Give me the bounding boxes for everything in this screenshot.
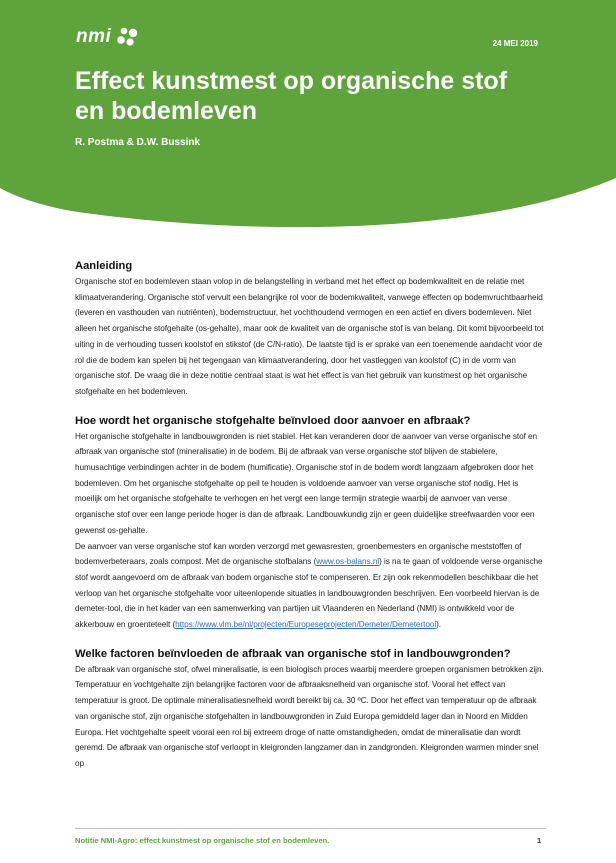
footer-divider xyxy=(75,828,546,829)
document-date: 24 MEI 2019 xyxy=(492,39,538,48)
paragraph-text: ). xyxy=(436,620,442,630)
paragraph-text: ) is na te gaan of voldoende verse organische stof wordt aangevoerd om de afbraak van bodem organische stof te compenseren. Er zijn ook rekenmodellen beschikbaar die het verloop van het organische stofgehalte voor uiteenlopende situaties in landbouwgronden beschrijven. Een voorbeeld hiervan is de demeter-tool, die in het kader van een samenwerking van partijen uit Vlaanderen en Nederland (NMI) is ontwikkeld voor de akkerbouw en groenteteelt ( xyxy=(75,557,543,630)
document-body xyxy=(75,258,545,772)
section-heading-aanvoer-afbraak: Hoe wordt het organische stofgehalte beïnvloed door aanvoer en afbraak? xyxy=(75,414,471,427)
nmi-logo xyxy=(76,26,140,48)
paragraph-text: De aanvoer van verse organische stof kan worden verzorgd met gewasresten, groenbemesters en organische meststoffen of bodemverbeteraars, zoals compost. Met de organische stofbalans ( xyxy=(75,541,522,567)
logo-dots-icon xyxy=(116,27,140,47)
demeter-tool-link[interactable]: https://www.vlm.be/nl/projecten/Europeseprojecten/Demeter/Demetertool xyxy=(175,620,437,630)
logo-text: nmi xyxy=(76,26,112,47)
section-heading-aanleiding: Aanleiding xyxy=(75,260,133,272)
paragraph-aanleiding: Organische stof en bodemleven staan volop in de belangstelling in verband met het effect op bodemkwaliteit en de relatie met klimaatverandering. Organische stof vervult een belangrijke rol voor de bodemkwaliteit, vanwege effecten op bodemvruchtbaarheid (leveren en vasthouden van nutriënten), bodemstructuur, het vochthoudend vermogen en een actief en divers bodemleven. Niet alleen het organische stofgehalte (os-gehalte), maar ook de kwaliteit van de organische stof is van belang. Dit komt bijvoorbeeld tot uiting in de verhouding tussen koolstof en stikstof (de C/N-ratio). De laatste tijd is er sprake van een toenemende aandacht voor de rol die de bodem kan spelen bij het tegengaan van klimaatverandering, door het vastleggen van koolstof (C) in de vorm van organische stof. De vraag die in deze notitie centraal staat is wat het effect is van het gebruik van kunstmest op het organische stofgehalte en het bodemleven. xyxy=(75,277,544,396)
paragraph-afbraak: De afbraak van organische stof, ofwel mineralisatie, is een biologisch proces waarbij meerdere groepen organismen betrokken zijn. Temperatuur en vochtgehalte zijn belangrijke factoren voor de afbraaksnelheid van organische stof. Vooral het effect van temperatuur is groot. De optimale mineralisatiesnelheid wordt bereikt bij ca. 30 ºC. Door het effect van temperatuur op de afbraak van organische stof, zijn organische stofgehalten in landbouwgronden in Zuid Europa gemiddeld lager dan in Noord en Midden Europa. Het vochtgehalte speelt vooral een rol bij extreem droge of natte omstandigheden, omdat de mineralisatie dan wordt geremd. De afbraak van organische stof verloopt in kleigronden langzamer dan in zandgronden. Kleigronden warmen minder snel op xyxy=(75,664,544,768)
document-title: Effect kunstmest op organische stof en bodemleven xyxy=(75,67,508,125)
os-balans-link[interactable]: www.os-balans.nl xyxy=(316,557,380,567)
footer-title: Notitie NMI-Agro: effect kunstmest op organische stof en bodemleven. xyxy=(75,836,330,845)
paragraph-aanvoer xyxy=(75,539,545,633)
document-authors: R. Postma & D.W. Bussink xyxy=(75,137,201,148)
section-heading-factoren-afbraak: Welke factoren beïnvloeden de afbraak van organische stof in landbouwgronden? xyxy=(75,647,511,660)
paragraph-stofgehalte: Het organische stofgehalte in landbouwgronden is niet stabiel. Het kan veranderen door de aanvoer van verse organische stof en afbraak van organische stof (mineralisatie) in de bodem. Bij de afbraak van verse organische stof blijven de stabielere, humusachtige verbindingen achter in de bodem (humificatie). Organische stof in de bodem wordt langzaam afgebroken door het bodemleven. Om het organische stofgehalte op peil te houden is voldoende aanvoer van verse organische stof nodig. Het is moeilijk om het organische stofgehalte te verhogen en het vergt een lange termijn strategie waarbij de aanvoer van verse organische stof over een lange periode hoger is dan de afbraak. Landbouwkundig zijn er geen duidelijke streefwaarden voor een gewenst os-gehalte. xyxy=(75,431,538,535)
page-number: 1 xyxy=(537,836,542,845)
